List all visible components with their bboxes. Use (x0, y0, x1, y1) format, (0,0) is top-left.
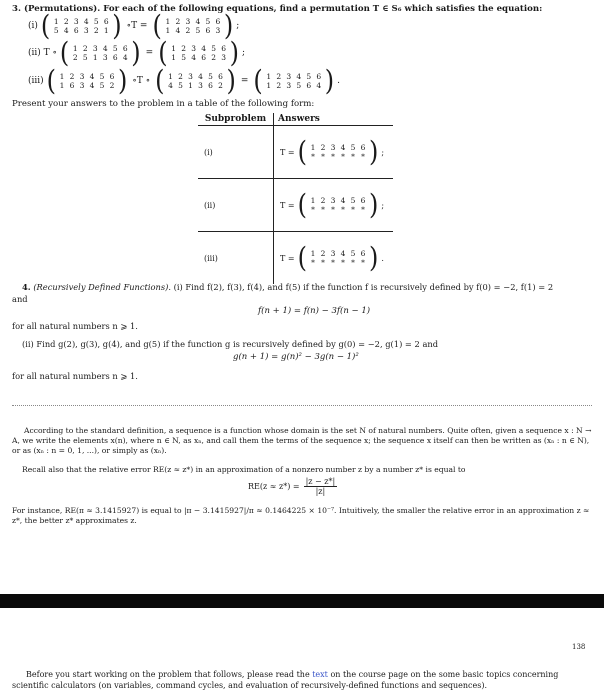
formula-denominator: |z| (315, 487, 326, 496)
formula-numerator: |z − z*| (305, 477, 336, 486)
punctuation: ; (236, 21, 240, 31)
perm-matrix (46, 64, 128, 98)
perm-matrix (155, 64, 236, 98)
perm-entry: 3 (286, 72, 292, 81)
perm-entry: 4 (102, 44, 108, 53)
answer-perm-matrix (297, 188, 379, 222)
equation-i (28, 9, 240, 43)
perm-entries (169, 44, 229, 62)
perm-entry: * (361, 258, 365, 267)
perm-entry: 5 (211, 44, 216, 53)
right-paren: ) (368, 135, 379, 169)
perm-entry: 3 (191, 44, 196, 53)
formula-fraction (304, 477, 338, 496)
answer-prefix: T = (280, 147, 295, 157)
course-text-link[interactable]: text (312, 670, 328, 679)
perm-entries (166, 72, 226, 90)
punctuation: . (381, 253, 384, 263)
perm-entry: 3 (92, 44, 98, 53)
left-paren: ( (152, 9, 162, 43)
perm-entry: 3 (188, 72, 193, 81)
perm-entry: 2 (211, 53, 216, 62)
relative-error-formula (248, 477, 337, 496)
perm-entry: 2 (320, 196, 326, 205)
perm-entry: 6 (360, 143, 366, 152)
problem-4-number: 4. (22, 282, 31, 292)
perm-entry: 5 (195, 26, 201, 35)
forall-text-2: for all natural numbers n ⩾ 1. (12, 371, 138, 381)
perm-entry: 5 (350, 249, 356, 258)
perm-entry: * (361, 205, 365, 214)
perm-entry: 1 (310, 143, 316, 152)
right-paren: ) (368, 241, 379, 275)
perm-entry: 3 (286, 81, 292, 90)
recurrence-f: f(n + 1) = f(n) − 3f(n − 1) (258, 306, 371, 316)
answer-perm-matrix (297, 241, 379, 275)
perm-entry: 2 (93, 26, 99, 35)
left-paren: ( (297, 241, 307, 275)
punctuation: . (337, 76, 341, 86)
perm-entry: 1 (59, 72, 65, 81)
perm-entry: 4 (122, 53, 128, 62)
table-header-subproblem: Subproblem (198, 113, 274, 126)
perm-entry: 4 (198, 72, 203, 81)
recurrence-g: g(n + 1) = g(n)² − 3g(n − 1)² (233, 352, 359, 362)
perm-entry: 2 (276, 72, 282, 81)
divider (12, 405, 592, 406)
right-paren: ) (131, 36, 141, 70)
perm-entries (70, 44, 130, 62)
perm-entry: 5 (178, 81, 183, 90)
perm-entry: 1 (266, 81, 272, 90)
perm-entry: 3 (198, 81, 203, 90)
left-paren: ( (46, 64, 57, 98)
equation-iii (28, 64, 341, 98)
perm-entries (264, 72, 324, 90)
formula-lhs: RE(z ≈ z*) = (248, 482, 300, 491)
perm-entries (51, 17, 111, 35)
perm-entry: 2 (218, 81, 223, 90)
perm-entry: 6 (360, 249, 366, 258)
page-number: 138 (572, 643, 586, 651)
footer-note (12, 669, 596, 691)
perm-entry: 3 (330, 249, 336, 258)
perm-entry: 2 (175, 17, 181, 26)
perm-entries (308, 196, 368, 214)
perm-entry: 5 (208, 72, 213, 81)
perm-entry: 5 (99, 81, 105, 90)
perm-entry: 6 (201, 53, 206, 62)
perm-entry: * (331, 258, 335, 267)
perm-entry: 1 (103, 26, 109, 35)
perm-entry: 4 (89, 72, 95, 81)
subproblem-label: (ii) (198, 179, 274, 232)
punctuation: ; (381, 147, 385, 157)
perm-entry: 2 (109, 81, 115, 90)
perm-entry: 4 (83, 17, 89, 26)
perm-entry: 4 (168, 81, 173, 90)
answer-cell (274, 179, 394, 232)
perm-entry: 5 (296, 81, 302, 90)
sequence-definition-paragraph: According to the standard definition, a sequence is a function whose domain is the set N of natural numbers. Quite often, given a sequence x : N → A, we write the elements x(n), where n ∈ N, as xₙ, and call them the terms of the sequence x; the sequence x itself can then be written as (xₙ : n ∈ N), or as (xₙ : n = 0, 1, ...), or simply as (xₙ). (12, 426, 592, 455)
right-paren: ) (324, 64, 335, 98)
table-header-answers: Answers (274, 113, 394, 126)
forall-text-1: for all natural numbers n ⩾ 1. (12, 321, 138, 331)
right-paren: ) (229, 36, 239, 70)
perm-entry: 1 (266, 72, 272, 81)
perm-entry: 1 (72, 44, 78, 53)
operator: ∘T = (126, 21, 148, 31)
perm-entry: * (311, 258, 315, 267)
footer-text-before: Before you start working on the problem that follows, please read the (26, 670, 313, 679)
perm-entry: 6 (69, 81, 75, 90)
perm-matrix (253, 64, 335, 98)
perm-entry: 2 (69, 72, 75, 81)
perm-entry: * (351, 205, 355, 214)
perm-entry: 5 (181, 53, 186, 62)
perm-entry: 1 (168, 72, 173, 81)
perm-entry: 3 (73, 17, 79, 26)
perm-entry: 2 (320, 143, 326, 152)
operator: = (145, 48, 154, 58)
perm-entry: 3 (83, 26, 89, 35)
perm-entry: 1 (310, 249, 316, 258)
answers-table (198, 113, 393, 284)
problem-4-text: (i) Find f(2), f(3), f(4), and f(5) if the function f is recursively defined by f(0) = −2, f(1) = 2 (171, 282, 554, 292)
perm-entry: 2 (72, 53, 78, 62)
equation-i-label: (i) (28, 21, 38, 31)
perm-entry: * (341, 258, 345, 267)
problem-4-header (22, 282, 553, 292)
perm-entry: * (341, 205, 345, 214)
equation-iii-label: (iii) (28, 76, 44, 86)
perm-entry: 6 (73, 26, 79, 35)
right-paren: ) (118, 64, 128, 98)
perm-entry: 3 (102, 53, 108, 62)
example-paragraph: For instance, RE(π ≈ 3.1415927) is equal to |π − 3.1415927|/π ≈ 0.1464225 × 10⁻⁷. Intuitively, the smaller the relative error in an approximation z ≈ z*, the better z* approximates z. (12, 506, 590, 525)
table-row (198, 232, 393, 285)
perm-entry: 6 (122, 44, 128, 53)
perm-entry: 4 (340, 143, 346, 152)
left-paren: ( (59, 36, 70, 70)
perm-entries (163, 17, 223, 35)
perm-entry: 5 (306, 72, 312, 81)
perm-entry: * (321, 258, 325, 267)
perm-entry: 3 (79, 72, 85, 81)
perm-entry: 1 (171, 53, 176, 62)
perm-entry: 2 (276, 81, 282, 90)
punctuation: ; (241, 48, 246, 58)
perm-entry: 6 (208, 81, 213, 90)
right-paren: ) (368, 188, 379, 222)
operator: = (240, 76, 249, 86)
perm-entries (57, 72, 117, 90)
answer-perm-matrix (297, 135, 379, 169)
subproblem-label: (iii) (198, 232, 274, 285)
present-instruction: Present your answers to the problem in a table of the following form: (12, 99, 315, 109)
perm-entry: 1 (53, 17, 59, 26)
right-paren: ) (226, 64, 236, 98)
perm-entry: * (321, 205, 325, 214)
perm-entry: * (361, 152, 365, 161)
problem-4-title: (Recursively Defined Functions). (33, 282, 171, 292)
perm-entry: 4 (175, 26, 181, 35)
perm-entry: 4 (191, 53, 196, 62)
perm-entry: 4 (201, 44, 206, 53)
perm-entry: 6 (360, 196, 366, 205)
perm-entry: 3 (79, 81, 85, 90)
perm-entries (308, 143, 368, 161)
perm-entry: 5 (205, 17, 211, 26)
perm-entry: 2 (178, 72, 183, 81)
perm-entry: 1 (165, 26, 171, 35)
equation-ii (28, 36, 246, 70)
right-paren: ) (223, 9, 234, 43)
footer-text-after: on the course page on the some basic topics concerning scientific calculators (on variables, command cycles, and evaluation of recursively-defined functions and sequences). (12, 670, 559, 690)
left-paren: ( (253, 64, 263, 98)
perm-entry: 2 (63, 17, 69, 26)
punctuation: ; (381, 200, 385, 210)
perm-entry: 5 (350, 143, 356, 152)
perm-entry: 4 (316, 81, 322, 90)
left-paren: ( (158, 36, 168, 70)
perm-entry: 1 (310, 196, 316, 205)
perm-entry: 5 (53, 26, 59, 35)
perm-entry: 2 (181, 44, 186, 53)
perm-entry: 5 (82, 53, 88, 62)
perm-entry: * (351, 152, 355, 161)
perm-entry: 6 (205, 26, 211, 35)
perm-entry: 6 (306, 81, 312, 90)
perm-matrix (59, 36, 141, 70)
perm-entry: 6 (316, 72, 322, 81)
perm-entry: * (351, 258, 355, 267)
perm-entry: 1 (188, 81, 193, 90)
left-paren: ( (40, 9, 51, 43)
answer-prefix: T = (280, 200, 295, 210)
subproblem-label: (i) (198, 126, 274, 179)
equation-ii-label: (ii) T ∘ (28, 48, 57, 58)
perm-entry: 5 (350, 196, 356, 205)
perm-entry: * (311, 152, 315, 161)
perm-entry: 2 (82, 44, 88, 53)
left-paren: ( (155, 64, 165, 98)
right-paren: ) (112, 9, 122, 43)
perm-entry: 6 (221, 44, 226, 53)
perm-entry: 2 (185, 26, 191, 35)
perm-entry: 5 (99, 72, 105, 81)
perm-entries (308, 249, 368, 267)
perm-matrix (152, 9, 234, 43)
perm-entry: * (311, 205, 315, 214)
perm-entry: 6 (218, 72, 223, 81)
perm-entry: 4 (340, 249, 346, 258)
table-row (198, 126, 393, 179)
left-paren: ( (297, 188, 307, 222)
perm-entry: 6 (112, 53, 118, 62)
problem-3-header: 3. (Permutations). For each of the following equations, find a permutation T ∈ S₆ which satisfies the equation: (12, 4, 543, 14)
answer-cell (274, 126, 394, 179)
perm-entry: 3 (330, 196, 336, 205)
perm-entry: 1 (92, 53, 98, 62)
perm-entry: 5 (112, 44, 118, 53)
answer-cell (274, 232, 394, 285)
perm-entry: 4 (296, 72, 302, 81)
left-paren: ( (297, 135, 307, 169)
perm-matrix (40, 9, 122, 43)
table-row (198, 179, 393, 232)
perm-entry: 6 (103, 17, 109, 26)
perm-entry: * (321, 152, 325, 161)
perm-entry: 6 (109, 72, 115, 81)
operator: ∘T ∘ (132, 76, 151, 86)
answer-prefix: T = (280, 253, 295, 263)
perm-entry: * (331, 205, 335, 214)
perm-entry: 1 (171, 44, 176, 53)
perm-matrix (158, 36, 239, 70)
perm-entry: 3 (221, 53, 226, 62)
problem-4-part-ii: (ii) Find g(2), g(3), g(4), and g(5) if the function g is recursively defined by g(0) = −2, g(1) = 2 and (22, 339, 439, 349)
perm-entry: 4 (89, 81, 95, 90)
perm-entry: 5 (93, 17, 99, 26)
perm-entry: 4 (63, 26, 69, 35)
perm-entry: * (341, 152, 345, 161)
perm-entry: 3 (215, 26, 221, 35)
perm-entry: 3 (185, 17, 191, 26)
perm-entry: 1 (165, 17, 171, 26)
perm-entry: 1 (59, 81, 65, 90)
perm-entry: 2 (320, 249, 326, 258)
page-break-bar (0, 594, 604, 608)
perm-entry: 4 (195, 17, 201, 26)
perm-entry: 6 (215, 17, 221, 26)
perm-entry: * (331, 152, 335, 161)
perm-entry: 3 (330, 143, 336, 152)
relative-error-paragraph: Recall also that the relative error RE(z ≈ z*) in an approximation of a nonzero number z by a number z* is equal to (22, 465, 466, 474)
perm-entry: 4 (340, 196, 346, 205)
and-text: and (12, 294, 28, 304)
